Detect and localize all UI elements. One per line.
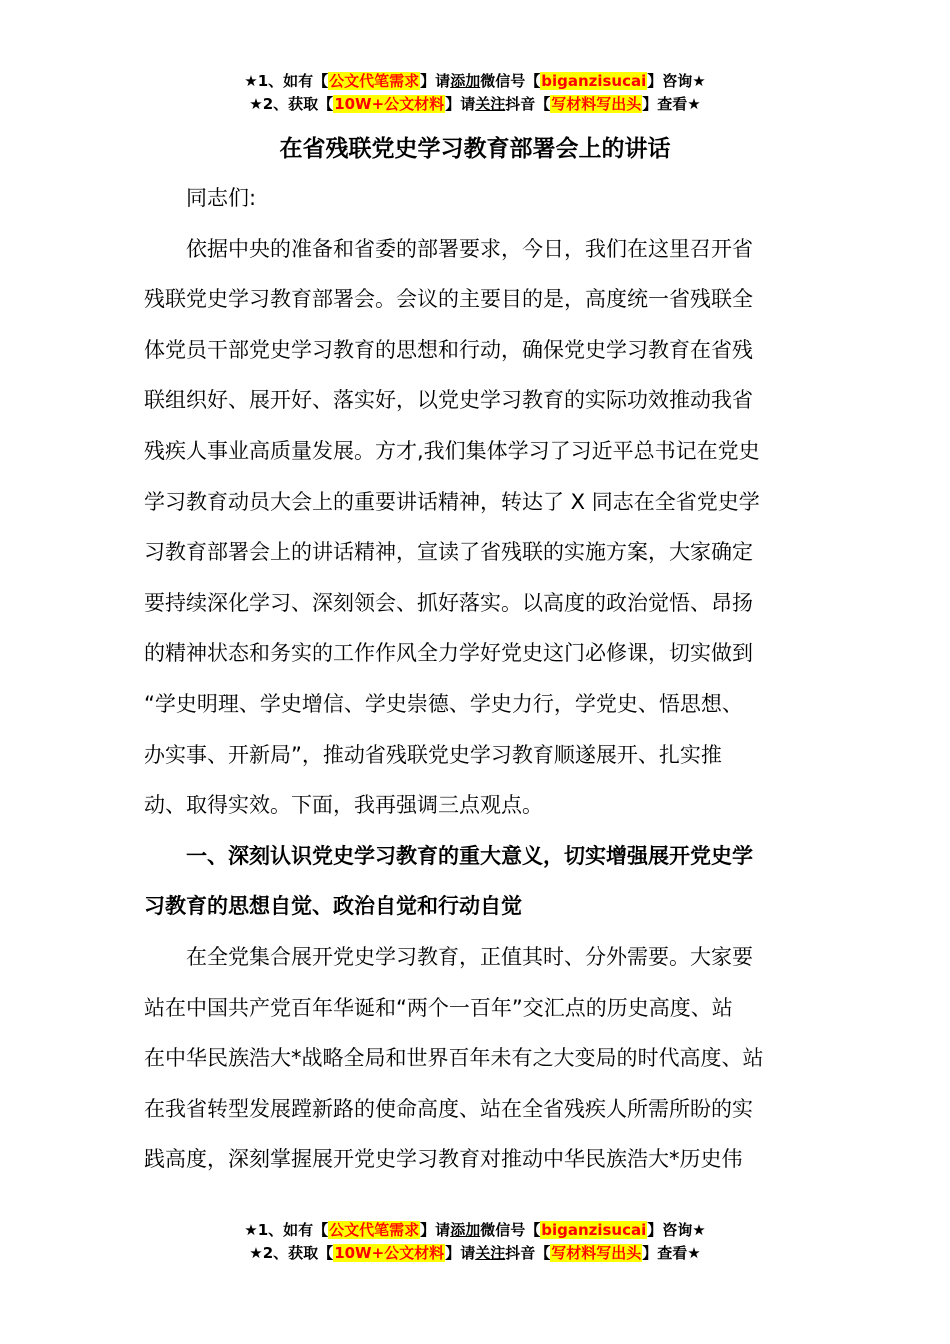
banner-text: ★1、如有【 [244,1221,329,1239]
banner-highlight: 公文代笔需求 [329,1221,420,1239]
document-title: 在省残联党史学习教育部署会上的讲话 [279,136,671,162]
body-line: 动、取得实效。下面，我再强调三点观点。 [144,793,543,818]
banner-underline: 添加 [450,1221,481,1239]
banner-highlight: biganzisucai [541,1221,647,1239]
banner-text: 】咨询★ [647,72,706,90]
banner-underline: 添加 [450,72,481,90]
banner-highlight: 10W+公文材料 [334,95,445,113]
header-banner [0,70,950,116]
banner-text: 】查看★ [642,1244,701,1262]
body-line: 要持续深化学习、深刻领会、抓好落实。以高度的政治觉悟、昂扬 [144,590,753,615]
banner-highlight: 写材料写出头 [551,1244,642,1262]
salutation: 同志们: [144,186,257,210]
banner-text: ★1、如有【 [244,72,329,90]
banner-highlight: biganzisucai [541,72,647,90]
body-line: 在我省转型发展蹚新路的使命高度、站在全省残疾人所需所盼的实 [144,1096,753,1121]
body-line: “学史明理、学史增信、学史崇德、学史力行，学党史、悟思想、 [144,691,743,716]
body-line: 体党员干部党史学习教育的思想和行动，确保党史学习教育在省残 [144,337,753,362]
banner-line-1 [0,70,950,93]
body-line: 学习教育动员大会上的重要讲话精神，转达了 X 同志在全省党史学 [144,489,760,514]
banner-text: 】请 [420,1221,451,1239]
banner-text: 微信号【 [480,72,541,90]
body-line: 站在中国共产党百年华诞和“两个一百年”交汇点的历史高度、站 [144,995,733,1020]
body-line: 在全党集合展开党史学习教育，正值其时、分外需要。大家要 [144,944,753,969]
body-line: 办实事、开新局”，推动省残联党史学习教育顺遂展开、扎实推 [144,742,722,767]
banner-text: ★2、获取【 [249,95,334,113]
footer-banner [0,1219,950,1265]
banner-line-1 [0,1219,950,1242]
body-line: 残疾人事业高质量发展。方才,我们集体学习了习近平总书记在党史 [144,438,760,463]
banner-text: 抖音【 [505,95,551,113]
banner-text: 】请 [445,1244,476,1262]
banner-text: 】请 [445,95,476,113]
body-line: 的精神状态和务实的工作作风全力学好党史这门必修课，切实做到 [144,641,753,666]
banner-underline: 关注 [475,1244,506,1262]
banner-line-2 [0,93,950,116]
banner-text: 抖音【 [505,1244,551,1262]
body-line: 依据中央的准备和省委的部署要求，今日，我们在这里召开省 [144,236,753,261]
body-line: 习教育部署会上的讲话精神，宣读了省残联的实施方案，大家确定 [144,540,753,565]
banner-underline: 关注 [475,95,506,113]
banner-highlight: 公文代笔需求 [329,72,420,90]
body-line: 在中华民族浩大*战略全局和世界百年未有之大变局的时代高度、站 [144,1046,764,1071]
banner-text: ★2、获取【 [249,1244,334,1262]
body-line: 残联党史学习教育部署会。会议的主要目的是，高度统一省残联全 [144,287,753,312]
banner-text: 】咨询★ [647,1221,706,1239]
body-line: 践高度，深刻掌握展开党史学习教育对推动中华民族浩大*历史伟 [144,1147,743,1172]
section-heading: 习教育的思想自觉、政治自觉和行动自觉 [144,894,522,919]
section-heading: 一、深刻认识党史学习教育的重大意义，切实增强展开党史学 [144,843,753,868]
banner-text: 微信号【 [480,1221,541,1239]
banner-highlight: 10W+公文材料 [334,1244,445,1262]
banner-highlight: 写材料写出头 [551,95,642,113]
banner-text: 】请 [420,72,451,90]
document-body [144,173,814,1185]
banner-line-2 [0,1242,950,1265]
body-line: 联组织好、展开好、落实好，以党史学习教育的实际功效推动我省 [144,388,753,413]
banner-text: 】查看★ [642,95,701,113]
